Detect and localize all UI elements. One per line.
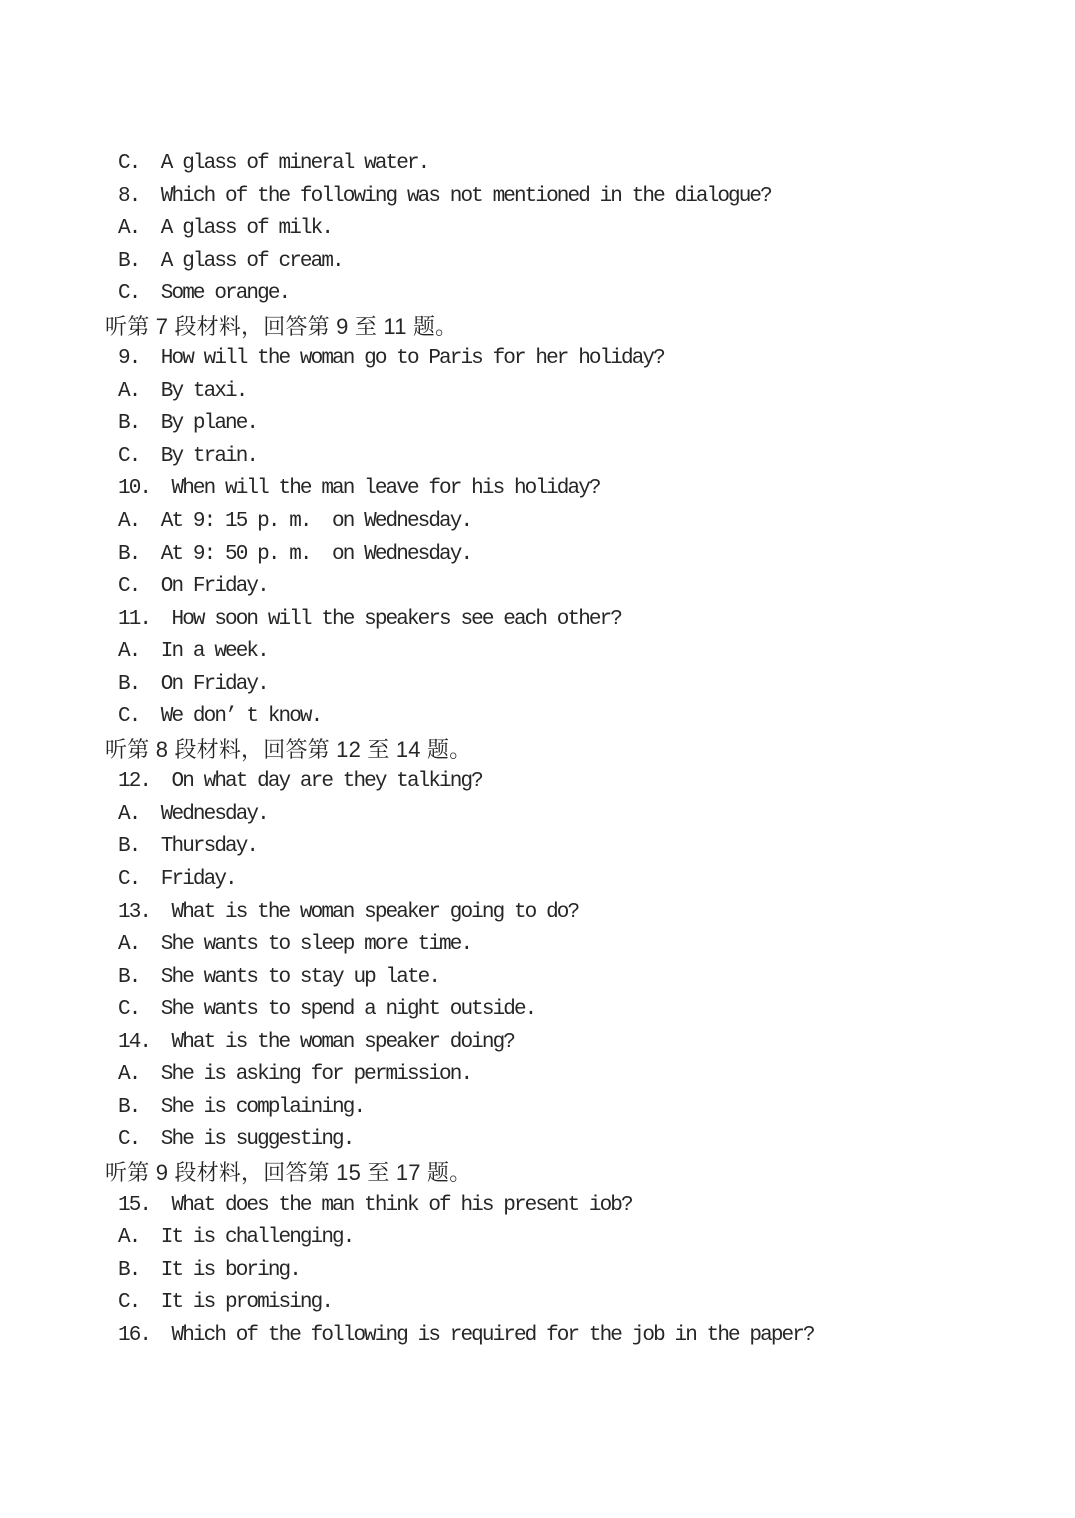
question-text-line: 9. How will the woman go to Paris for her holiday?: [118, 347, 664, 371]
question-text-line: C. On Friday.: [118, 575, 268, 599]
question-text-line: 8. Which of the following was not mentioned in the dialogue?: [118, 184, 771, 208]
question-text-line: A. Wednesday.: [118, 802, 268, 826]
question-text-line: C. Some orange.: [118, 282, 290, 306]
question-text-line: A. She wants to sleep more time.: [118, 933, 472, 957]
question-text-line: A. By taxi.: [118, 379, 247, 403]
question-text-line: A. It is challenging.: [118, 1226, 354, 1250]
question-text-line: 15. What does the man think of his present iob?: [118, 1193, 632, 1217]
question-text-line: B. By plane.: [118, 412, 258, 436]
question-text-line: C. She wants to spend a night outside.: [118, 998, 536, 1022]
question-text-line: B. It is boring.: [118, 1258, 300, 1282]
question-text-line: C. It is promising.: [118, 1291, 333, 1315]
question-text-line: A. At 9: 15 p. m. on Wednesday.: [118, 510, 472, 534]
question-text-line: B. She wants to stay up late.: [118, 965, 440, 989]
question-text-line: 13. What is the woman speaker going to do?: [118, 900, 579, 924]
question-text-line: C. She is suggesting.: [118, 1128, 354, 1152]
section-heading-line: 听第 8 段材料，回答第 12 至 14 题。: [105, 736, 472, 762]
question-text-line: C. By train.: [118, 444, 258, 468]
question-text-line: B. At 9: 50 p. m. on Wednesday.: [118, 542, 472, 566]
question-text-line: A. She is asking for permission.: [118, 1063, 472, 1087]
question-text-line: 10. When will the man leave for his holiday?: [118, 477, 600, 501]
section-heading-line: 听第 9 段材料，回答第 15 至 17 题。: [105, 1159, 472, 1185]
section-heading-line: 听第 7 段材料，回答第 9 至 11 题。: [105, 313, 458, 339]
question-text-line: B. She is complaining.: [118, 1095, 365, 1119]
question-text-line: 12. On what day are they talking?: [118, 770, 482, 794]
question-text-line: 14. What is the woman speaker doing?: [118, 1030, 514, 1054]
question-lines: [105, 148, 814, 1352]
question-text-line: 16. Which of the following is required for the job in the paper?: [118, 1323, 814, 1347]
question-text-line: C. We don’ t know.: [118, 705, 322, 729]
question-text-line: 11. How soon will the speakers see each other?: [118, 607, 621, 631]
question-text-line: B. Thursday.: [118, 835, 258, 859]
question-text-line: C. A glass of mineral water.: [118, 152, 429, 175]
question-text-line: B. On Friday.: [118, 672, 268, 696]
question-text-line: A. A glass of milk.: [118, 217, 333, 241]
question-text-line: B. A glass of cream.: [118, 249, 343, 273]
question-text-line: C. Friday.: [118, 868, 236, 892]
question-text-line: A. In a week.: [118, 640, 268, 664]
